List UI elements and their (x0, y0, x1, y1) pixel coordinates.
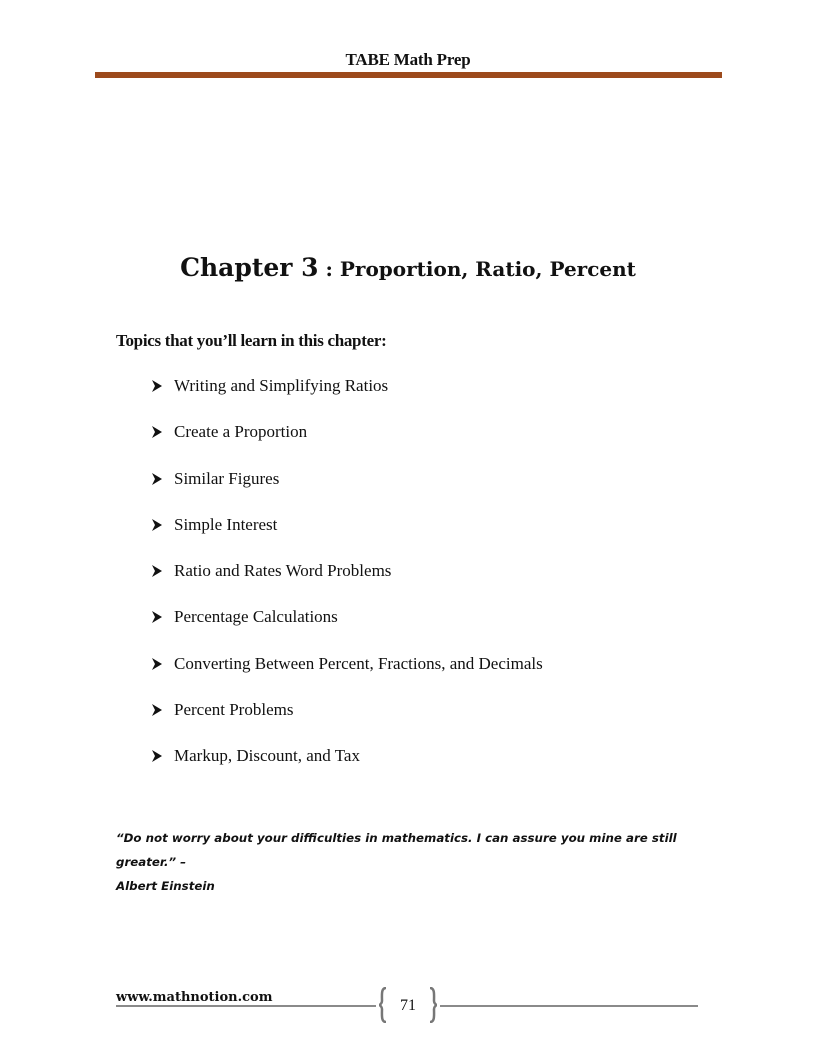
arrow-bullet-icon (150, 518, 164, 532)
header-rule (95, 72, 722, 78)
chapter-title (0, 253, 816, 282)
arrow-bullet-icon (150, 425, 164, 439)
footer-url: www.mathnotion.com (116, 990, 273, 1005)
footer-rule-right (440, 1005, 698, 1007)
quote-author: Albert Einstein (116, 879, 215, 893)
quote-text: “Do not worry about your difficulties in mathematics. I can assure you mine are still greater.” – (116, 831, 677, 869)
footer-rule-left (116, 1005, 376, 1007)
page-number: 71 (400, 997, 416, 1014)
topic-item (150, 746, 543, 792)
topic-label: Converting Between Percent, Fractions, and Decimals (174, 653, 543, 673)
arrow-bullet-icon (150, 610, 164, 624)
topic-item (150, 376, 543, 422)
topic-item (150, 607, 543, 653)
topic-label: Simple Interest (174, 514, 278, 534)
topics-intro: Topics that you’ll learn in this chapter: (116, 331, 387, 350)
topic-label: Create a Proportion (174, 422, 308, 442)
topic-label: Percent Problems (174, 700, 294, 720)
topic-label: Percentage Calculations (174, 607, 338, 627)
topic-label: Similar Figures (174, 468, 280, 488)
chapter-number: Chapter 3 (180, 253, 319, 282)
arrow-bullet-icon (150, 749, 164, 763)
topic-item (150, 654, 543, 700)
right-brace-icon (428, 987, 438, 1023)
topic-list (150, 376, 543, 793)
arrow-bullet-icon (150, 703, 164, 717)
topic-item (150, 469, 543, 515)
arrow-bullet-icon (150, 379, 164, 393)
chapter-separator: : (318, 257, 340, 281)
arrow-bullet-icon (150, 564, 164, 578)
topic-label: Ratio and Rates Word Problems (174, 561, 392, 581)
arrow-bullet-icon (150, 472, 164, 486)
topic-item (150, 700, 543, 746)
running-header-title: TABE Math Prep (345, 50, 471, 69)
chapter-subtitle: Proportion, Ratio, Percent (339, 257, 636, 281)
arrow-bullet-icon (150, 657, 164, 671)
left-brace-icon (378, 987, 388, 1023)
topic-label: Writing and Simplifying Ratios (174, 376, 389, 395)
topic-item (150, 515, 543, 561)
topic-item (150, 561, 543, 607)
topic-label: Markup, Discount, and Tax (174, 746, 360, 766)
quote-block (116, 826, 736, 898)
topic-item (150, 422, 543, 468)
